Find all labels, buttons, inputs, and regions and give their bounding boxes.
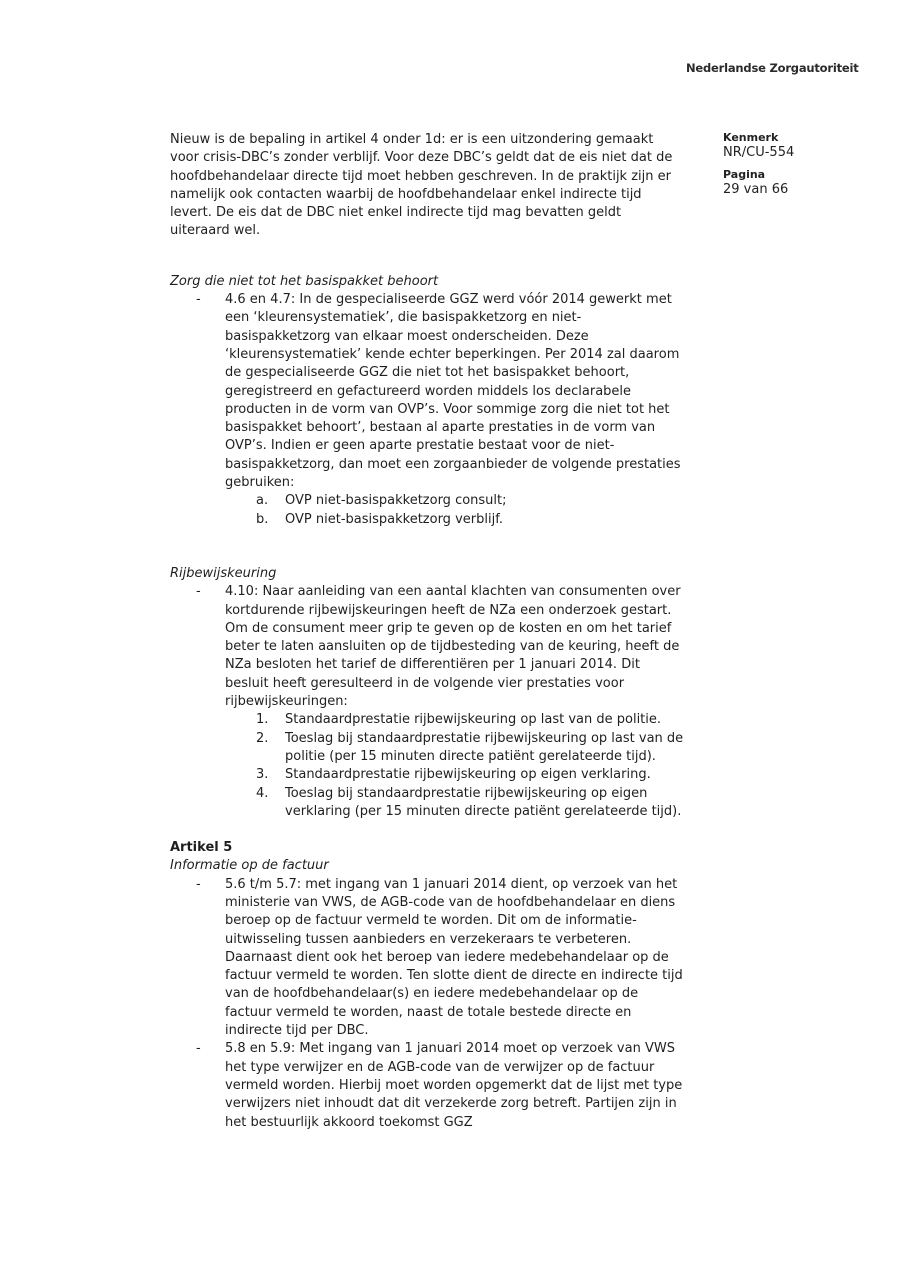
section-heading-rijbewijskeuring: Rijbewijskeuring <box>170 565 277 581</box>
pagina-value: 29 van 66 <box>723 182 789 197</box>
list-item-text: Standaardprestatie rijbewijskeuring op eigen verklaring. <box>285 767 651 783</box>
pagina-label: Pagina <box>723 168 766 181</box>
dash-marker: - <box>196 292 201 308</box>
list-item-text: 5.8 en 5.9: Met ingang van 1 januari 2014 moet op verzoek van VWS het type verwijzer en de AGB-code van de verwijzer op de factuur vermeld worden. Hierbij moet worden opgemerkt dat de lijst met type verwijzers niet inhoudt dat dit verzekerde zorg betreft. Partijen zijn in het bestuurlijk akkoord toekomst GGZ <box>225 1041 683 1130</box>
dash-marker: - <box>196 1041 201 1057</box>
nza-logo: Nederlandse Zorgautoriteit <box>686 61 859 75</box>
number-marker: 3. <box>256 767 269 783</box>
document-body <box>170 131 684 1132</box>
number-marker: 4. <box>256 785 269 801</box>
list-item-4-6 <box>170 291 684 492</box>
numbered-item-3 <box>170 766 684 784</box>
list-item-text: OVP niet-basispakketzorg consult; <box>285 493 507 509</box>
number-marker: 2. <box>256 730 269 746</box>
list-item-text: Standaardprestatie rijbewijskeuring op last van de politie. <box>285 712 662 728</box>
number-marker: 1. <box>256 712 269 728</box>
list-item-4-10 <box>170 583 684 711</box>
numbered-item-1 <box>170 711 684 729</box>
section-heading-basispakket: Zorg die niet tot het basispakket behoort <box>170 273 439 289</box>
list-item-text: Toeslag bij standaardprestatie rijbewijskeuring op eigen verklaring (per 15 minuten directe patiënt gerelateerde tijd). <box>285 785 682 819</box>
page-meta-panel <box>723 131 883 205</box>
list-item-5-8 <box>170 1040 684 1131</box>
letter-marker: a. <box>256 493 269 509</box>
list-item-5-6 <box>170 876 684 1041</box>
section-subheading-informatie-factuur: Informatie op de factuur <box>170 858 329 874</box>
dash-marker: - <box>196 876 201 892</box>
list-item-text: 4.10: Naar aanleiding van een aantal klachten van consumenten over kortdurende rijbewijskeuringen heeft de NZa een onderzoek gestart. Om de consument meer grip te geven op de kosten en om het tarief beter te laten aansluiten op de tijdbesteding van de keuring, heeft de NZa besloten het tarief de differentiëren per 1 januari 2014. Dit besluit heeft geresulteerd in de volgende vier prestaties voor rijbewijskeuringen: <box>225 584 681 710</box>
numbered-item-4 <box>170 785 684 822</box>
list-item-b <box>170 511 684 529</box>
list-item-text: 5.6 t/m 5.7: met ingang van 1 januari 2014 dient, op verzoek van het ministerie van VWS, de AGB-code van de hoofdbehandelaar en diens beroep op de factuur vermeld te worden. Dit om de informatie-uitwisseling tussen aanbieders en verzekeraars te verbeteren. Daarnaast dient ook het beroep van iedere medebehandelaar op de factuur vermeld te worden. Ten slotte dient de directe en indirecte tijd van de hoofdbehandelaar(s) en iedere medebehandelaar op de factuur vermeld te worden, naast de totale bestede directe en indirecte tijd per DBC. <box>225 876 683 1039</box>
kenmerk-value: NR/CU-554 <box>723 145 795 160</box>
dash-marker: - <box>196 584 201 600</box>
letter-marker: b. <box>256 511 269 527</box>
list-item-text: Toeslag bij standaardprestatie rijbewijskeuring op last van de politie (per 15 minuten directe patiënt gerelateerde tijd). <box>285 730 684 764</box>
intro-paragraph: Nieuw is de bepaling in artikel 4 onder 1d: er is een uitzondering gemaakt voor crisis-DBC’s zonder verblijf. Voor deze DBC’s geldt dat de eis niet dat de hoofdbehandelaar directe tijd moet hebben geschreven. In de praktijk zijn er namelijk ook contacten waarbij de hoofdbehandelaar enkel indirecte tijd levert. De eis dat de DBC niet enkel indirecte tijd mag bevatten geldt uiteraard wel. <box>170 132 673 239</box>
list-item-text: OVP niet-basispakketzorg verblijf. <box>285 511 503 527</box>
numbered-item-2 <box>170 730 684 767</box>
list-item-a <box>170 492 684 510</box>
list-item-text: 4.6 en 4.7: In de gespecialiseerde GGZ werd vóór 2014 gewerkt met een ‘kleurensystematiek’, die basispakketzorg en niet-basispakketzorg van elkaar moest onderscheiden. Deze ‘kleurensystematiek’ kende echter beperkingen. Per 2014 zal daarom de gespecialiseerde GGZ die niet tot het basispakket behoort, geregistreerd en gefactureerd worden middels los declarabele producten in de vorm van OVP’s. Voor sommige zorg die niet tot het basispakket behoort’, bestaan al aparte prestaties in de vorm van OVP’s. Indien er geen aparte prestatie bestaat voor de niet-basispakketzorg, dan moet een zorgaanbieder de volgende prestaties gebruiken: <box>225 292 681 491</box>
kenmerk-label: Kenmerk <box>723 131 779 144</box>
section-heading-artikel-5: Artikel 5 <box>170 840 233 856</box>
